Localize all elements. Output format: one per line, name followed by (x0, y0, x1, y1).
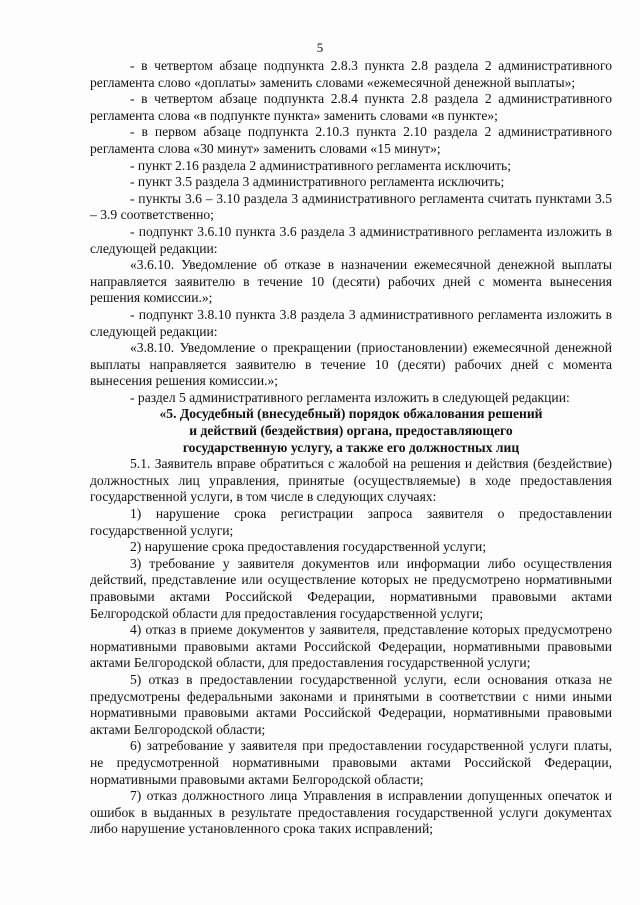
document-body (90, 58, 612, 838)
section-paragraph: 5.1. Заявитель вправе обратиться с жалобой на решения и действия (бездействие) должностных лиц управления, принятые (осуществляемые) в ходе предоставления государственной услуги, в том числе в следующих случаях: (90, 456, 612, 505)
paragraph: - в четвертом абзаце подпункта 2.8.3 пункта 2.8 раздела 2 административного регламента слово «доплаты» заменить словами «ежемесячной денежной выплаты»; (90, 58, 612, 90)
paragraph: - пункт 3.5 раздела 3 административного регламента исключить; (130, 174, 505, 190)
list-item: 4) отказ в приеме документов у заявителя, представление которых предусмотрено нормативными правовыми актами Российской Федерации, нормативными правовыми актами Белгородской области, для предоставления государственной услуги; (90, 622, 612, 671)
page-number: 5 (316, 40, 324, 55)
list-item: 7) отказ должностного лица Управления в исправлении допущенных опечаток и ошибок в выданных в результате предоставления государственной услуги документах либо нарушение установленного срока таких исправлений; (90, 788, 612, 837)
paragraph: - в первом абзаце подпункта 2.10.3 пункта 2.10 раздела 2 административного регламента слова «30 минут» заменить словами «15 минут»; (90, 124, 612, 156)
section-heading-line: «5. Досудебный (внесудебный) порядок обжалования решений (159, 406, 543, 422)
quoted-amendment: «3.8.10. Уведомление о прекращении (приостановлении) ежемесячной денежной выплаты направляется заявителю в течение 10 (десяти) рабочих дней с момента вынесения решения комиссии.»; (90, 340, 612, 389)
list-item: 6) затребование у заявителя при предоставлении государственной услуги платы, не предусмотренной нормативными правовыми актами Российской Федерации, нормативными правовыми актами Белгородской области; (90, 738, 612, 787)
paragraph: - раздел 5 административного регламента изложить в следующей редакции: (130, 389, 570, 405)
paragraph: - подпункт 3.8.10 пункта 3.8 раздела 3 административного регламента изложить в следующей редакции: (90, 306, 612, 339)
list-item: 1) нарушение срока регистрации запроса заявителя о предоставлении государственной услуги; (90, 506, 612, 538)
paragraph: - в четвертом абзаце подпункта 2.8.4 пункта 2.8 раздела 2 административного регламента слова «в подпункте пункта» заменить словами «в пункте»; (90, 91, 612, 123)
section-heading (90, 406, 612, 456)
list-item: 5) отказ в предоставлении государственной услуги, если основания отказа не предусмотрены федеральными законами и принятыми в соответствии с ними иными нормативными правовыми актами Российской Федерации, нормативными правовыми актами Белгородской области; (90, 671, 612, 737)
section-heading-line: государственную услугу, а также его должностных лиц (182, 439, 520, 455)
list-item: 2) нарушение срока предоставления государственной услуги; (130, 539, 487, 555)
paragraph: - пункт 2.16 раздела 2 административного регламента исключить; (130, 157, 512, 173)
list-item: 3) требование у заявителя документов или информации либо осуществления действий, представление или осуществление которых не предусмотрено нормативными правовыми актами Российской Федерации, нормативными правовыми актами Белгородской области для предоставления государственной услуги; (90, 555, 612, 621)
paragraph: - пункты 3.6 – 3.10 раздела 3 административного регламента считать пунктами 3.5 – 3.9 соответственно; (90, 190, 612, 223)
quoted-amendment: «3.6.10. Уведомление об отказе в назначении ежемесячной денежной выплаты направляется заявителю в течение 10 (десяти) рабочих дней с момента вынесения решения комиссии.»; (90, 257, 612, 306)
paragraph: - подпункт 3.6.10 пункта 3.6 раздела 3 административного регламента изложить в следующей редакции: (90, 223, 612, 256)
section-heading-line: и действий (бездействия) органа, предоставляющего (189, 423, 513, 439)
